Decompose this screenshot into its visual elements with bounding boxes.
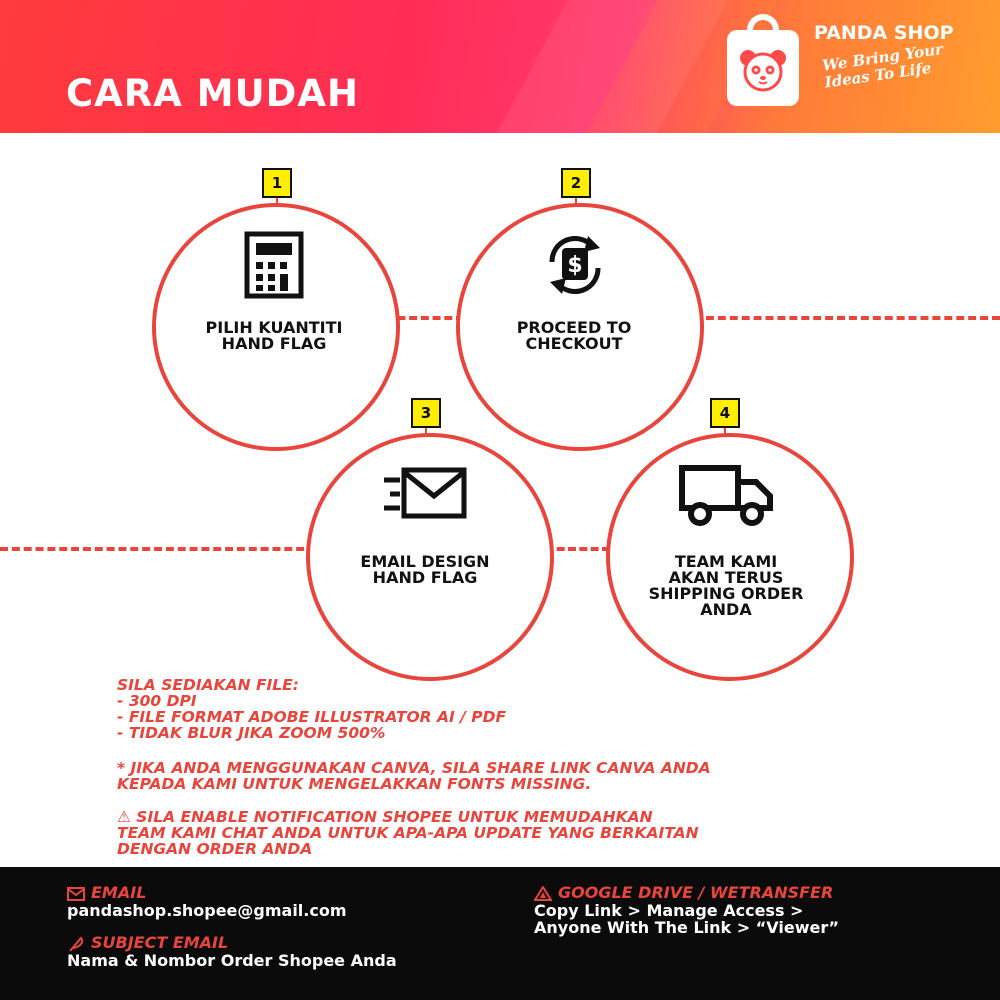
delivery-truck-icon — [678, 464, 774, 528]
calculator-icon — [244, 231, 304, 299]
page-title — [66, 34, 397, 133]
file-requirements — [117, 677, 506, 741]
dollar-exchange-icon — [540, 232, 610, 298]
canva-note-line-2: KEPADA KAMI UNTUK MENGELAKKAN FONTS MISSING. — [117, 775, 592, 793]
step-3-badge: 3 — [411, 398, 441, 428]
step-1-badge: 1 — [262, 168, 292, 198]
subject-heading — [67, 934, 228, 952]
step-4-label-line-4: ANDA — [700, 600, 752, 619]
step-4-label-line-1: TEAM KAMI — [674, 552, 778, 571]
step-1-label-line-1: PILIH KUANTITI — [205, 318, 343, 337]
brand-tagline: We Bring Your Ideas To Life — [821, 40, 945, 92]
shopping-bag-panda-icon — [727, 30, 799, 106]
mail-icon — [67, 887, 85, 901]
subject-label: SUBJECT EMAIL — [91, 933, 229, 952]
file-requirement-item: - 300 DPI — [117, 692, 197, 710]
notification-warning-line-2: TEAM KAMI CHAT ANDA UNTUK APA-APA UPDATE YANG BERKAITAN — [117, 824, 699, 842]
step-4-label — [626, 554, 826, 618]
dashed-connector — [0, 547, 316, 551]
feather-icon — [67, 936, 85, 952]
step-1-label-line-2: HAND FLAG — [221, 334, 327, 353]
svg-text:$: $ — [567, 253, 583, 278]
drive-instruction-line-1: Copy Link > Manage Access > — [534, 901, 804, 920]
drive-label: GOOGLE DRIVE / WETRANSFER — [558, 883, 834, 902]
file-requirements-heading: SILA SEDIAKAN FILE: — [117, 676, 299, 694]
drive-heading — [534, 884, 833, 902]
email-heading — [67, 884, 146, 902]
file-requirement-item: - TIDAK BLUR JIKA ZOOM 500% — [117, 724, 386, 742]
file-requirement-item: - FILE FORMAT ADOBE ILLUSTRATOR AI / PDF — [117, 708, 507, 726]
page-title-line-1: CARA MUDAH — [66, 72, 359, 115]
step-3-label-line-1: EMAIL DESIGN — [360, 552, 490, 571]
step-4-badge: 4 — [710, 398, 740, 428]
step-1-label — [174, 320, 374, 352]
step-2-label-line-2: CHECKOUT — [525, 334, 623, 353]
email-address[interactable]: pandashop.shopee@gmail.com — [67, 901, 347, 920]
subject-format: Nama & Nombor Order Shopee Anda — [67, 951, 397, 970]
footer-contact — [0, 867, 1000, 1000]
step-2-badge: 2 — [561, 168, 591, 198]
step-4-label-line-3: SHIPPING ORDER — [648, 584, 804, 603]
google-drive-icon — [534, 886, 552, 902]
step-3-label — [325, 554, 525, 586]
notification-warning-line-1: ⚠ SILA ENABLE NOTIFICATION SHOPEE UNTUK MEMUDAHKAN — [117, 808, 653, 826]
header-banner — [0, 0, 1000, 133]
dashed-connector — [694, 316, 1000, 320]
drive-instruction-line-2: Anyone With The Link > “Viewer” — [534, 918, 840, 937]
email-send-icon — [382, 466, 468, 520]
notification-warning-line-3: DENGAN ORDER ANDA — [117, 840, 313, 858]
step-3-label-line-2: HAND FLAG — [372, 568, 478, 587]
brand-name: PANDA SHOP — [814, 22, 954, 44]
notification-warning — [117, 809, 699, 857]
email-label: EMAIL — [91, 883, 147, 902]
step-2-label-line-1: PROCEED TO — [516, 318, 632, 337]
step-4-label-line-2: AKAN TERUS — [668, 568, 784, 587]
canva-note — [117, 760, 711, 792]
canva-note-line-1: * JIKA ANDA MENGGUNAKAN CANVA, SILA SHARE LINK CANVA ANDA — [117, 759, 711, 777]
step-2-label — [474, 320, 674, 352]
